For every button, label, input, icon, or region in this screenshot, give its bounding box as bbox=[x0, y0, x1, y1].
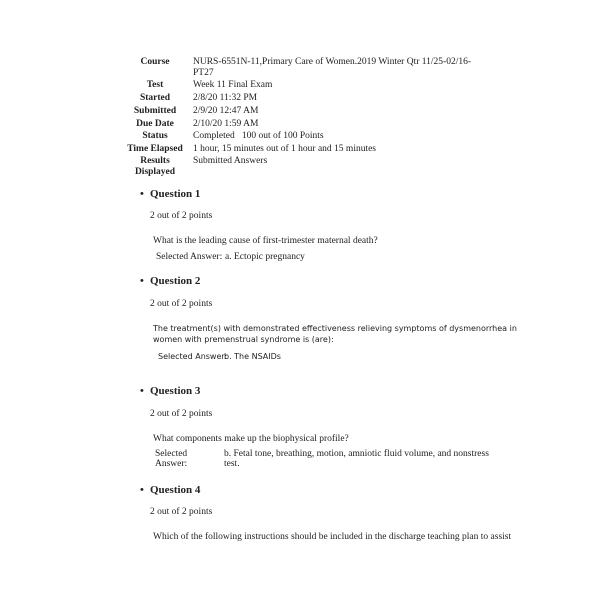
label-course: Course bbox=[140, 57, 170, 67]
bullet: • bbox=[140, 484, 144, 496]
question-text: What components make up the biophysical profile? bbox=[153, 434, 349, 444]
value-results: Submitted Answers bbox=[193, 156, 268, 166]
question-points: 2 out of 2 points bbox=[150, 211, 213, 221]
question-title: Question 2 bbox=[150, 275, 201, 287]
question-text: What is the leading cause of first-trimester maternal death? bbox=[153, 236, 378, 246]
question-text: The treatment(s) with demonstrated effectiveness relieving symptoms of dysmenorrhea in bbox=[153, 324, 517, 333]
value-test: Week 11 Final Exam bbox=[193, 80, 273, 90]
label-results-cont: Displayed bbox=[134, 167, 176, 177]
question-text: Which of the following instructions should be included in the discharge teaching plan to assist bbox=[153, 532, 512, 542]
question-title: Question 1 bbox=[150, 188, 201, 200]
selected-answer-label: Selected Answer: bbox=[156, 252, 223, 262]
label-status: Status bbox=[142, 131, 168, 141]
value-course: NURS-6551N-11,Primary Care of Women.2019 Winter Qtr 11/25-02/16- bbox=[193, 57, 472, 67]
label-started: Started bbox=[139, 93, 171, 103]
selected-answer: b. Fetal tone, breathing, motion, amniotic fluid volume, and nonstress bbox=[224, 449, 489, 459]
question-title: Question 4 bbox=[150, 484, 201, 496]
selected-answer-label: Selected Answer: bbox=[158, 352, 228, 361]
bullet: • bbox=[140, 275, 144, 287]
label-time-elapsed: Time Elapsed bbox=[127, 144, 183, 154]
question-points: 2 out of 2 points bbox=[150, 299, 213, 309]
value-course-cont: PT27 bbox=[193, 68, 214, 78]
label-results: Results bbox=[140, 156, 170, 166]
bullet: • bbox=[140, 385, 144, 397]
selected-answer-cont: test. bbox=[224, 459, 240, 469]
bullet: • bbox=[140, 188, 144, 200]
value-started: 2/8/20 11:32 PM bbox=[193, 93, 258, 103]
selected-answer: b. The NSAIDs bbox=[224, 352, 281, 361]
label-submitted: Submitted bbox=[133, 106, 177, 116]
label-test: Test bbox=[146, 80, 164, 90]
question-points: 2 out of 2 points bbox=[150, 507, 213, 517]
value-submitted: 2/9/20 12:47 AM bbox=[193, 106, 259, 116]
question-points: 2 out of 2 points bbox=[150, 409, 213, 419]
selected-answer-label: Selected bbox=[155, 449, 188, 459]
value-time-elapsed: 1 hour, 15 minutes out of 1 hour and 15 minutes bbox=[193, 144, 377, 154]
selected-answer-label-cont: Answer: bbox=[155, 459, 188, 469]
selected-answer: a. Ectopic pregnancy bbox=[225, 252, 305, 262]
value-status: Completed 100 out of 100 Points bbox=[193, 131, 324, 141]
question-text-cont: women with premenstrual syndrome is (are): bbox=[153, 335, 334, 344]
question-title: Question 3 bbox=[150, 385, 201, 397]
value-due-date: 2/10/20 1:59 AM bbox=[193, 119, 259, 129]
label-due-date: Due Date bbox=[136, 119, 174, 129]
